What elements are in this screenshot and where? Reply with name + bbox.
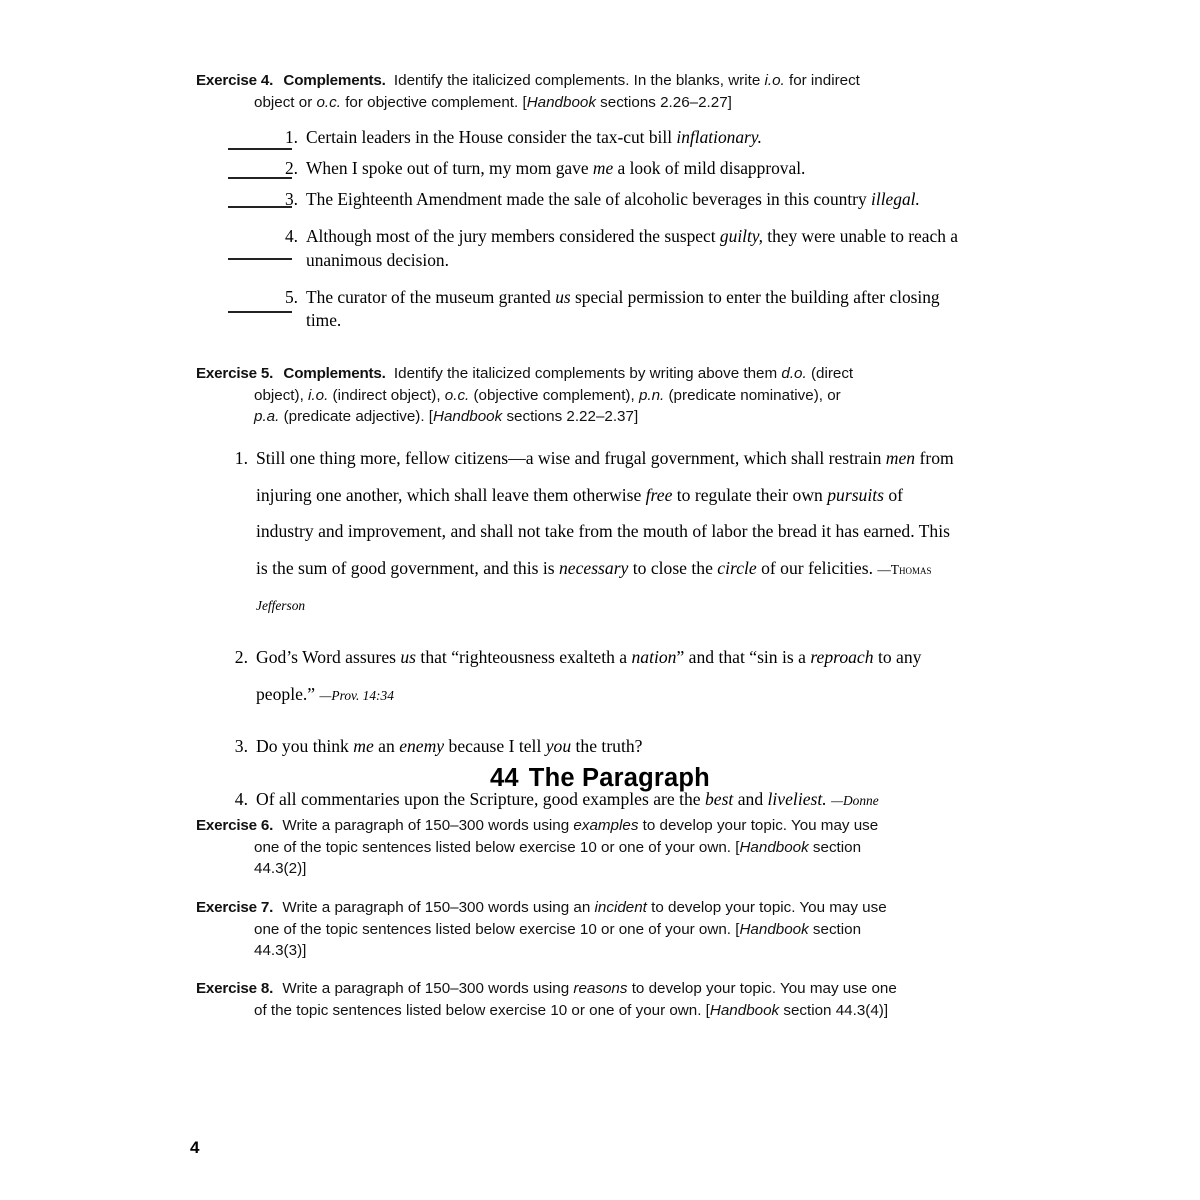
item-text [306, 189, 920, 209]
exercise-8-text-d: section 44.3(4)] [779, 1001, 889, 1019]
item-italic-complement: liveliest. [767, 788, 827, 809]
exercise-8-line-1 [196, 978, 968, 1000]
exercise-7-handbook-ref: Handbook [739, 920, 809, 938]
item-text-span: When I spoke out of turn, my mom gave [306, 158, 593, 179]
exercise-7-text-d: section [808, 920, 862, 938]
item-text [256, 736, 642, 756]
exercise-7-text-a: Write a paragraph of 150–300 words using an [282, 899, 595, 916]
exercise-4-label: Exercise 4. [196, 72, 274, 89]
item-text-span: of industry and improvement, and shall not take from the mouth of labor the bread it has earned. This is the sum of good government, and this is [256, 484, 950, 578]
exercise-4-topic: Complements. [283, 72, 386, 89]
item-text-span: that “righteousness exalteth a [416, 646, 632, 667]
exercise-5-abbr-io: i.o. [308, 386, 329, 404]
item-number: 1. [234, 448, 248, 468]
exercise-6-line-1 [196, 815, 956, 837]
exercise-6-line-2 [196, 837, 956, 859]
item-text [306, 158, 805, 178]
item-italic-complement: free [645, 484, 673, 505]
item-italic-complement: men [885, 448, 916, 468]
item-number: 3. [284, 189, 298, 210]
item-number: 3. [234, 736, 248, 757]
item-text-span: they were unable to reach a unanimous decision. [306, 226, 958, 270]
exercise-8-text-b: to develop your topic. You may use one [627, 980, 897, 997]
exercise-4-abbr-io: i.o. [764, 72, 785, 89]
page-number: 4 [190, 1138, 200, 1157]
exercise-7-line-1 [196, 897, 964, 919]
exercise-5-abbr-pa: p.a. [254, 408, 280, 426]
exercise-7-directive [196, 897, 964, 962]
exercise-6-text-a: Write a paragraph of 150–300 words using [282, 817, 574, 834]
item-italic-complement: nation [631, 646, 677, 667]
exercise-6-label: Exercise 6. [196, 817, 274, 834]
item-text-span: from injuring one another, which shall leave them otherwise [256, 448, 954, 505]
item-number: 4. [234, 788, 248, 809]
exercise-6-section-ref: 44.3(2)] [254, 860, 307, 878]
item-italic-complement: circle [717, 557, 757, 578]
item-italic-complement: guilty, [719, 226, 763, 247]
attribution-roman: —Thomas [877, 561, 932, 577]
exercise-5-text-e: (objective complement), [469, 386, 639, 404]
item-italic-complement: necessary [558, 557, 629, 578]
exercise-6-handbook-ref: Handbook [739, 838, 809, 856]
exercise-7-label: Exercise 7. [196, 899, 274, 916]
item-text-span: Certain leaders in the House consider the tax-cut bill [306, 127, 677, 147]
exercise-4-sections: sections 2.26–2.27] [595, 93, 732, 111]
item-attribution [320, 688, 394, 703]
exercise-5-text-b: (direct [806, 365, 854, 382]
item-text-span: Do you think [256, 736, 354, 757]
item-text-span: because I tell [444, 736, 546, 757]
exercise-8-label: Exercise 8. [196, 980, 274, 997]
exercise-6-directive [196, 815, 956, 880]
exercise-5-abbr-pn: p.n. [638, 386, 665, 404]
list-item [222, 728, 962, 765]
exercise-6-text-c: one of the topic sentences listed below exercise 10 or one of your own. [ [254, 838, 740, 856]
item-text-span: of our felicities. [756, 557, 878, 578]
exercise-6-keyword: examples [573, 817, 639, 834]
item-text [306, 287, 940, 330]
exercise-4-text-b: for indirect [784, 72, 860, 89]
item-text [306, 127, 762, 147]
exercise-5-sections: sections 2.22–2.37] [502, 408, 639, 426]
item-text [306, 226, 958, 269]
exercise-5-directive [196, 363, 964, 428]
exercise-7-text-c: one of the topic sentences listed below exercise 10 or one of your own. [ [254, 920, 740, 938]
item-text-span: a look of mild disapproval. [613, 158, 806, 179]
item-text-span: an [373, 736, 400, 757]
item-italic-complement: me [353, 736, 374, 757]
exercise-6-text-b: to develop your topic. You may use [638, 817, 879, 834]
item-text-span: Of all commentaries upon the Scripture, good examples are the [256, 788, 705, 809]
item-italic-complement: inflationary. [676, 127, 762, 147]
attribution-italic: —Prov. 14:34 [319, 687, 394, 703]
exercise-7-keyword: incident [594, 899, 647, 916]
exercise-4-line-2 [196, 92, 956, 114]
item-text-span: to regulate their own [672, 484, 828, 505]
exercise-5-text-f: (predicate nominative), or [664, 386, 841, 404]
exercise-8-text-a: Write a paragraph of 150–300 words using [282, 980, 574, 997]
exercise-8-keyword: reasons [573, 980, 628, 997]
section-heading [0, 764, 1200, 793]
exercise-5-label: Exercise 5. [196, 365, 274, 382]
list-item [268, 188, 958, 211]
list-item [222, 440, 962, 623]
item-italic-complement: pursuits [827, 484, 884, 505]
section-title: The Paragraph [528, 764, 710, 792]
item-text-span: God’s Word assures [256, 646, 401, 667]
item-text-span: to any people.” [256, 646, 922, 704]
exercise-7-line-3 [196, 940, 964, 962]
item-text [256, 647, 921, 704]
item-italic-complement: enemy [399, 736, 445, 757]
item-text-span: Still one thing more, fellow citizens—a wise and frugal government, which shall restrain [256, 448, 886, 468]
item-italic-complement: reproach [810, 646, 874, 667]
list-item [268, 286, 958, 332]
exercise-5-topic: Complements. [283, 365, 386, 382]
exercise-4-handbook-ref: Handbook [526, 93, 596, 111]
item-italic-complement: us [555, 286, 571, 307]
item-number: 2. [234, 646, 248, 667]
item-italic-complement: you [545, 736, 572, 757]
item-text-span: special permission to enter the building after closing time. [306, 286, 940, 330]
item-number: 4. [284, 226, 298, 247]
exercise-5-abbr-oc: o.c. [444, 386, 470, 404]
exercise-4-text-d: for objective complement. [ [340, 93, 527, 111]
exercise-5-line-3 [196, 406, 964, 428]
exercise-8-line-2 [196, 1000, 968, 1022]
section-number: 44 [490, 764, 519, 792]
exercise-5-line-1 [196, 363, 964, 385]
list-item [268, 157, 958, 180]
exercise-6-line-3 [196, 858, 956, 880]
list-item [268, 225, 958, 271]
exercise-5-line-2 [196, 385, 964, 407]
exercise-4-directive [196, 70, 956, 113]
item-number: 5. [284, 286, 298, 307]
exercise-7-line-2 [196, 919, 964, 941]
exercise-4-abbr-oc: o.c. [316, 93, 341, 111]
item-attribution [831, 793, 879, 808]
item-text-span: the truth? [571, 736, 643, 757]
item-italic-complement: me [592, 158, 614, 179]
item-number: 2. [284, 158, 298, 179]
exercise-7-text-b: to develop your topic. You may use [646, 899, 887, 916]
exercise-4-text-a: Identify the italicized complements. In the blanks, write [393, 72, 765, 89]
exercise-8-directive [196, 978, 968, 1021]
exercise-8-handbook-ref: Handbook [709, 1001, 780, 1019]
item-text [256, 448, 954, 614]
item-text-span: Although most of the jury members considered the suspect [306, 226, 720, 247]
exercise-5-text-c: object), [254, 386, 309, 404]
item-text-span: and [733, 788, 768, 809]
item-text-span: The curator of the museum granted [306, 286, 556, 307]
attribution-italic: Jefferson [256, 598, 306, 614]
exercise-8-text-c: of the topic sentences listed below exercise 10 or one of your own. [ [254, 1001, 710, 1019]
exercise-5-text-d: (indirect object), [328, 386, 445, 404]
exercise-5-text-a: Identify the italicized complements by writing above them [393, 365, 782, 382]
item-italic-complement: best [704, 788, 734, 809]
exercise-6-text-d: section [808, 838, 862, 856]
item-number: 1. [284, 127, 298, 147]
item-italic-complement: us [400, 646, 417, 667]
attribution-italic: —Donne [831, 792, 879, 808]
exercise-5-handbook-ref: Handbook [432, 408, 503, 426]
item-text-span: to close the [628, 557, 718, 578]
exercise-7-section-ref: 44.3(3)] [254, 942, 307, 960]
item-text-span: The Eighteenth Amendment made the sale of alcoholic beverages in this country [306, 189, 872, 210]
exercise-4-item-list [268, 126, 958, 340]
exercise-5-text-g: (predicate adjective). [ [279, 408, 433, 426]
list-item [222, 639, 962, 712]
exercise-5-abbr-do: d.o. [781, 365, 807, 382]
list-item [268, 126, 958, 149]
item-text-span: ” and that “sin is a [676, 646, 811, 667]
item-italic-complement: illegal. [871, 189, 920, 210]
exercise-4-line-1 [196, 70, 956, 92]
exercise-4-text-c: object or [254, 93, 317, 111]
